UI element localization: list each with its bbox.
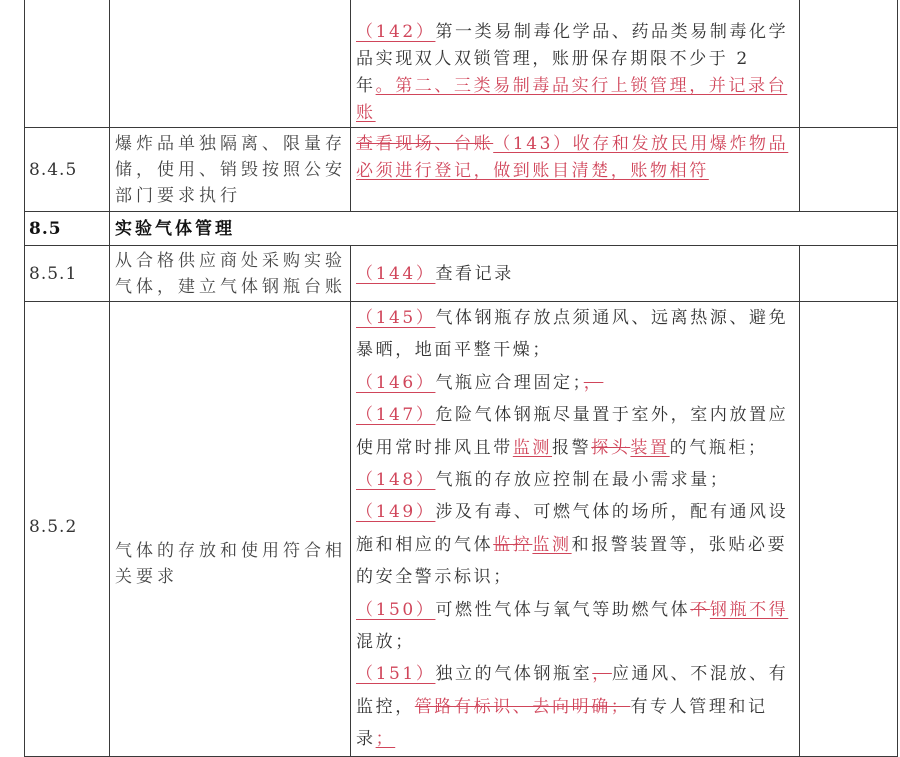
check-item: [356, 399, 797, 464]
body-text: 危险气体钢瓶尽量置于室外，室内放置应使用常时排风且带: [356, 405, 789, 458]
inserted-text: 钢瓶不得: [709, 599, 789, 620]
item-number-cell: [25, 302, 110, 757]
check-item: [356, 464, 797, 496]
check-text: [356, 0, 797, 127]
item-label: （148）: [356, 470, 436, 491]
check-text: [356, 261, 797, 287]
table-row: [25, 302, 898, 757]
item-label: （142）: [356, 22, 436, 42]
check-item: [356, 658, 797, 755]
body-text: 和报警装置等，张贴必要的安全警示标识；: [356, 534, 788, 588]
table-row: [25, 128, 898, 212]
body-text: 涉及有毒、可燃气体的场所，配有通风设施和相应的气体: [356, 502, 789, 555]
inspection-table: [24, 0, 898, 757]
body-text: 气瓶应合理固定；: [435, 372, 584, 393]
check-item: [356, 496, 797, 593]
inserted-text: 。第二、三类易制毒品实行上锁管理，并记录台账: [356, 76, 788, 123]
section-header-row: [25, 212, 898, 246]
check-text: [356, 131, 797, 185]
check-method-cell: [351, 128, 800, 212]
deleted-text: 不: [690, 599, 710, 620]
requirement-cell: [110, 0, 351, 128]
deleted-text: ，: [583, 372, 604, 393]
check-method-cell: [351, 0, 800, 128]
check-method-cell: [351, 246, 800, 302]
body-text: 报警: [552, 437, 592, 458]
item-label: （150）: [356, 599, 436, 620]
requirement-cell: [110, 302, 351, 757]
body-text: 查看记录: [435, 263, 514, 284]
requirement-text: 气体的存放和使用符合相关要求: [115, 541, 346, 587]
body-text: 混放；: [356, 632, 415, 653]
result-cell: [800, 302, 898, 757]
deleted-text: 监控: [493, 534, 533, 555]
deleted-text: ，: [592, 664, 612, 685]
section-number: 8.5: [25, 212, 110, 246]
result-cell: [800, 0, 898, 128]
item-number-cell: 8.5.1: [25, 246, 110, 302]
inserted-text: 监测: [532, 534, 572, 555]
body-text: 可燃性气体与氧气等助燃气体: [435, 599, 691, 620]
section-title: 实验气体管理: [110, 212, 898, 246]
item-label: （144）: [356, 263, 436, 284]
body-text: 气瓶的存放应控制在最小需求量；: [435, 470, 730, 491]
deleted-text: 查看现场、台账: [356, 134, 494, 154]
requirement-cell: 从合格供应商处采购实验气体，建立气体钢瓶台账: [110, 246, 351, 302]
table-row: [25, 0, 898, 128]
check-item: [356, 367, 797, 399]
inserted-text: 监测: [512, 437, 553, 458]
item-number-cell: [25, 0, 110, 128]
item-label: （146）: [356, 372, 436, 393]
check-item-list: [356, 302, 797, 756]
body-text: 第一类易制毒化学品、药品类易制毒化学品实现双人双锁管理，账册保存期限不少于 2 年: [356, 22, 789, 96]
table-row: [25, 246, 898, 302]
inserted-text: ；: [375, 729, 396, 750]
item-label: （145）: [356, 308, 436, 328]
deleted-text: 探头: [591, 437, 631, 458]
deleted-text: 管路有标识、去向明确；: [414, 696, 631, 717]
body-text: 气体钢瓶存放点须通风、远离热源、避免暴晒，地面平整干燥；: [356, 308, 789, 361]
check-item: [356, 302, 797, 367]
item-number-cell: 8.4.5: [25, 128, 110, 212]
body-text: 应通风、不混放、有监控，: [356, 664, 789, 717]
inserted-text: 装置: [630, 437, 670, 458]
item-label: （149）: [356, 502, 436, 523]
inserted-text: （143）收存和发放民用爆炸物品必须进行登记，做到账目清楚，账物相符: [356, 134, 789, 181]
requirement-cell: 爆炸品单独隔离、限量存储，使用、销毁按照公安部门要求执行: [110, 128, 351, 212]
item-number: 8.5.2: [29, 517, 78, 537]
check-method-cell: [351, 302, 800, 757]
item-label: （151）: [356, 664, 436, 685]
result-cell: [800, 128, 898, 212]
result-cell: [800, 246, 898, 302]
body-text: 独立的气体钢瓶室: [435, 664, 593, 685]
item-label: （147）: [356, 405, 436, 426]
body-text: 有专人管理和记录: [356, 696, 768, 750]
check-item: [356, 594, 797, 659]
body-text: 的气瓶柜；: [669, 437, 768, 458]
